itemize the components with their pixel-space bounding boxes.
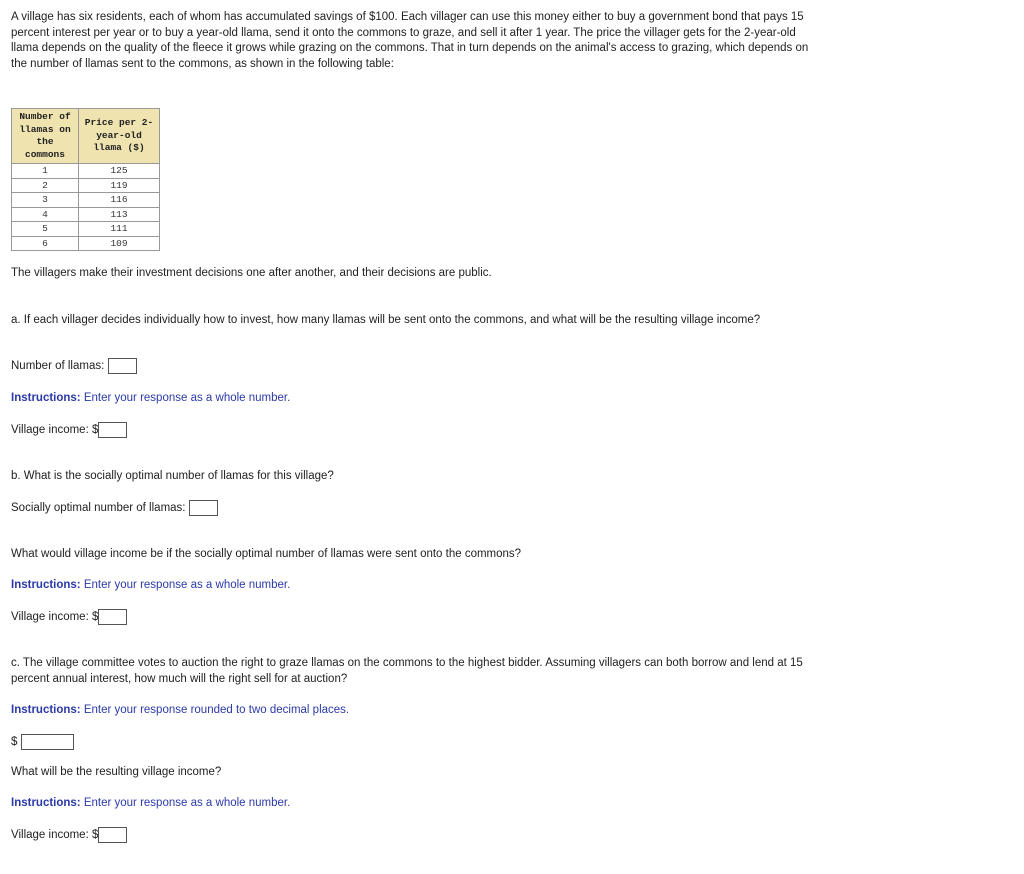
cell-llamas: 5 — [12, 222, 79, 237]
public-note: The villagers make their investment decisions one after another, and their decisions are public. — [11, 267, 492, 279]
price-table — [11, 108, 160, 251]
cell-llamas: 1 — [12, 164, 79, 179]
instructions-text: Enter your response as a whole number. — [80, 579, 291, 591]
part-c-instructions — [11, 703, 349, 719]
cell-price: 119 — [79, 178, 160, 193]
part-c-auction-input[interactable] — [21, 734, 74, 750]
instructions-text: Enter your response as a whole number. — [80, 797, 291, 809]
part-a-question: a. If each villager decides individually how to invest, how many llamas will be sent onto the commons, and what will be the resulting village income? — [11, 314, 761, 326]
intro-text: A village has six residents, each of whom has accumulated savings of $100. Each villager can use this money either to buy a government bond that pays 15 percent interest per year or to buy a year-old llama, send it onto the commons to graze, and sell it after 1 year. The price the villager gets for the 2-year-old llama depends on the quality of the fleece it grows while grazing on the commons. That in turn depends on the animal's access to grazing, which depends on the number of llamas sent to the commons, as shown in the following table: — [11, 11, 809, 70]
instructions-label: Instructions: — [11, 392, 81, 404]
part-c-question2: What will be the resulting village income? — [11, 766, 222, 778]
part-b-income-label: Village income: $ — [11, 611, 99, 624]
header-llamas: Number of llamas on the commons — [12, 109, 79, 164]
part-c-question: c. The village committee votes to auction the right to graze llamas on the commons to the highest bidder. Assuming villagers can both borrow and lend at 15 percent annual interest, how much will the right sell for at auction? — [11, 657, 803, 685]
table-row — [12, 164, 160, 179]
cell-price: 125 — [79, 164, 160, 179]
part-b-instructions — [11, 578, 290, 594]
part-a-income-input[interactable] — [98, 422, 127, 438]
table-row — [12, 178, 160, 193]
part-a-income-row — [11, 422, 127, 439]
part-a-instructions — [11, 391, 290, 407]
cell-price: 111 — [79, 222, 160, 237]
part-b-optimal-row — [11, 500, 218, 517]
part-b-optimal-input[interactable] — [189, 500, 218, 516]
cell-llamas: 3 — [12, 193, 79, 208]
cell-price: 116 — [79, 193, 160, 208]
cell-llamas: 4 — [12, 207, 79, 222]
part-a-llamas-label: Number of llamas: — [11, 360, 105, 373]
part-b-income-row — [11, 609, 127, 626]
part-b-question: b. What is the socially optimal number of llamas for this village? — [11, 470, 334, 482]
instructions-label: Instructions: — [11, 797, 81, 809]
part-b-question2: What would village income be if the socially optimal number of llamas were sent onto the commons? — [11, 548, 522, 560]
header-price: Price per 2-year-old llama ($) — [79, 109, 160, 164]
instructions-text: Enter your response rounded to two decimal places. — [80, 704, 350, 716]
part-c-dollar-label: $ — [11, 736, 18, 749]
part-c-instructions2 — [11, 796, 290, 812]
part-a-llamas-row — [11, 358, 137, 375]
part-a-llamas-input[interactable] — [108, 358, 137, 374]
instructions-text: Enter your response as a whole number. — [80, 392, 291, 404]
table-row — [12, 207, 160, 222]
cell-llamas: 2 — [12, 178, 79, 193]
part-c-income-input[interactable] — [98, 827, 127, 843]
part-c-income-row — [11, 827, 127, 844]
part-c-auction-row — [11, 734, 74, 751]
cell-llamas: 6 — [12, 236, 79, 251]
part-b-optimal-label: Socially optimal number of llamas: — [11, 502, 186, 515]
part-b-income-input[interactable] — [98, 609, 127, 625]
table-row — [12, 236, 160, 251]
table-row — [12, 193, 160, 208]
cell-price: 109 — [79, 236, 160, 251]
instructions-label: Instructions: — [11, 704, 81, 716]
table-row — [12, 222, 160, 237]
instructions-label: Instructions: — [11, 579, 81, 591]
part-c-income-label: Village income: $ — [11, 829, 99, 842]
intro-block — [11, 10, 816, 72]
cell-price: 113 — [79, 207, 160, 222]
part-a-income-label: Village income: $ — [11, 424, 99, 437]
